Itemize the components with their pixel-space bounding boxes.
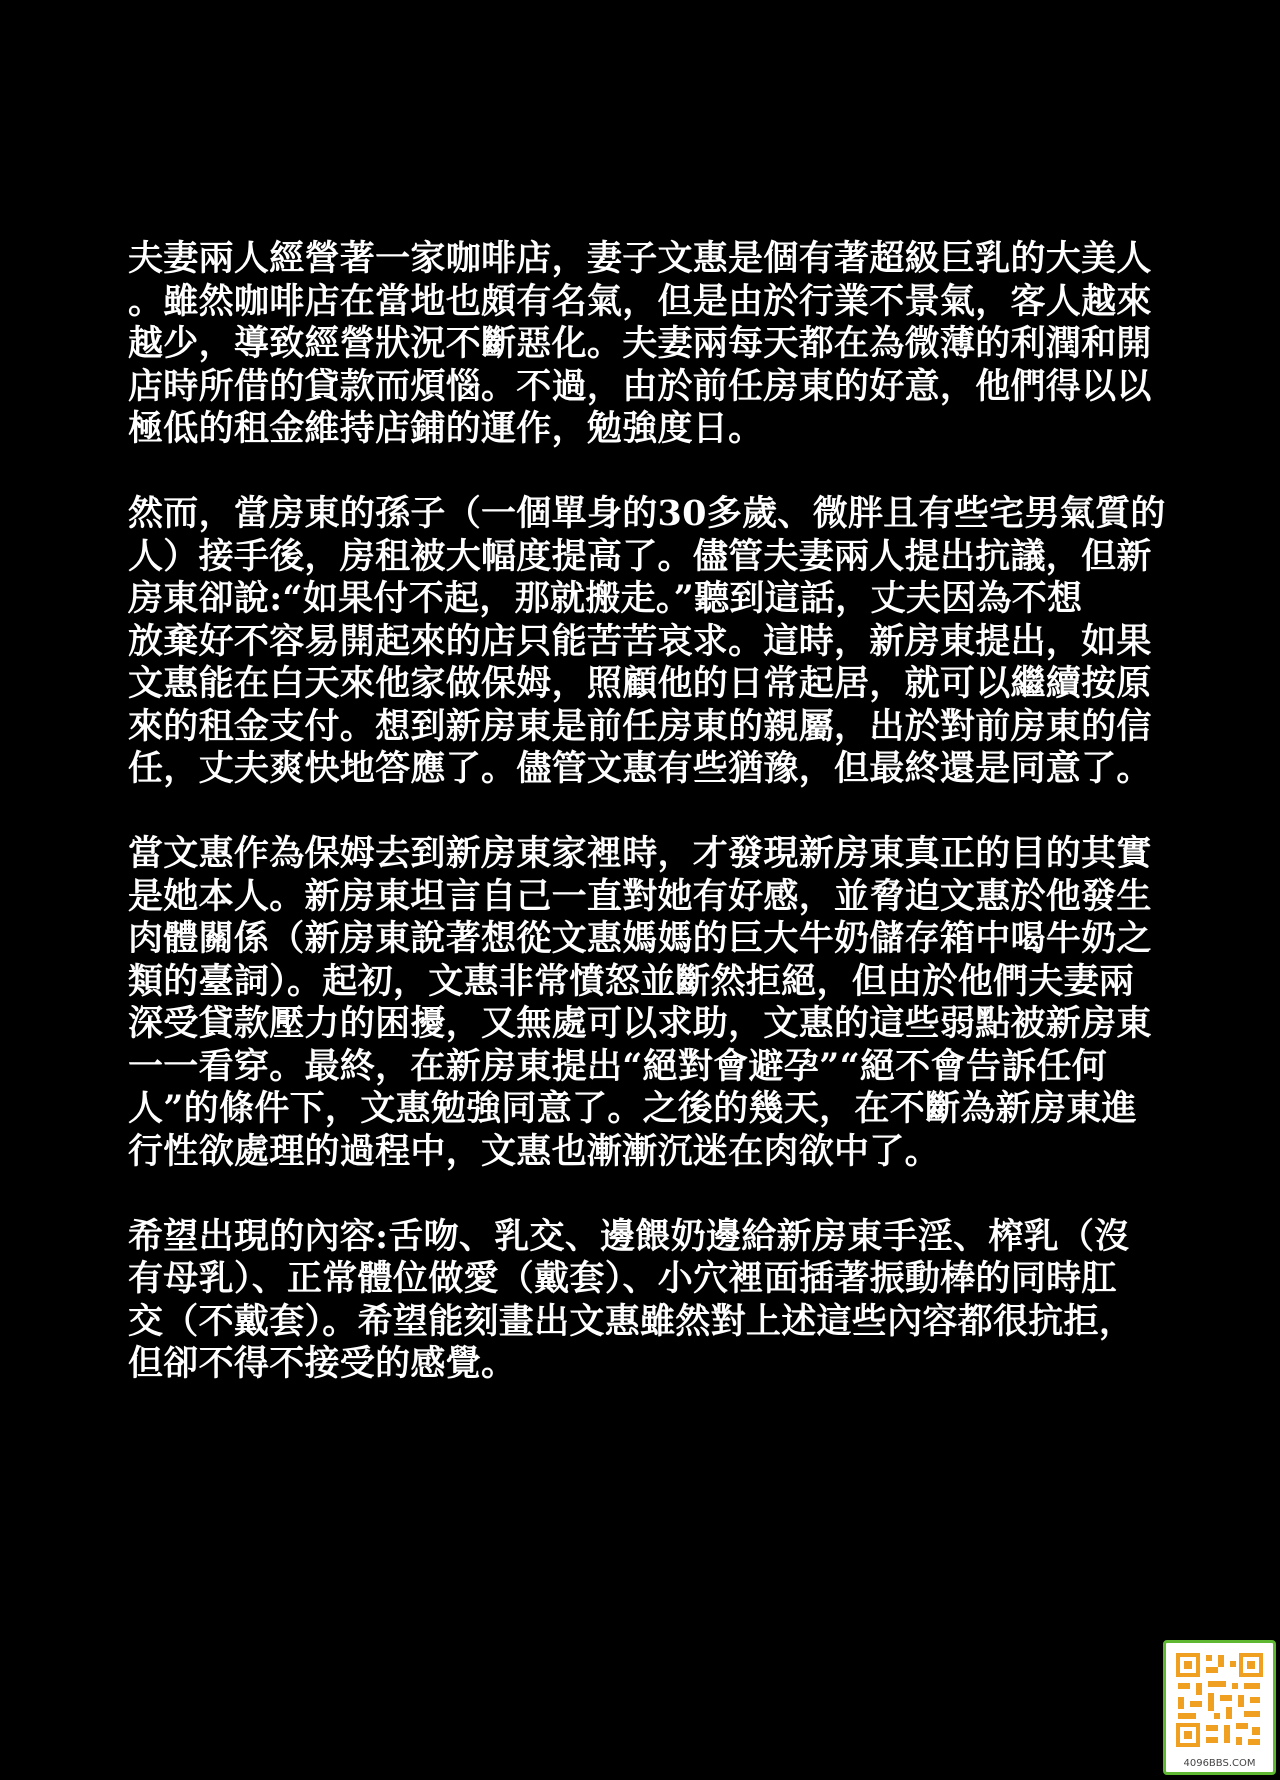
paragraph-4 <box>128 1216 1158 1386</box>
paragraph-1 <box>128 238 1158 451</box>
text-line: 人）接手後，房租被大幅度提高了。儘管夫妻兩人提出抗議，但新 <box>128 535 1152 577</box>
text-line: 肉體關係（新房東說著想從文惠媽媽的巨大牛奶儲存箱中喝牛奶之 <box>128 918 1152 959</box>
qr-caption: 4096BBS.COM <box>1183 1758 1256 1769</box>
text-line: 文惠能在白天來他家做保姆，照顧他的日常起居，就可以繼續按原 <box>128 663 1152 704</box>
text-line: 當文惠作為保姆去到新房東家裡時，才發現新房東真正的目的其實 <box>128 833 1152 874</box>
text-line: 放棄好不容易開起來的店只能苦苦哀求。這時，新房東提出，如果 <box>128 620 1152 662</box>
paragraph-2 <box>128 493 1166 791</box>
text-line: 交（不戴套）。希望能刻畫出文惠雖然對上述這些內容都很抗拒， <box>128 1300 1135 1342</box>
text-line: 一一看穿。最終，在新房東提出“絕對會避孕”“絕不會告訴任何 <box>128 1045 1108 1087</box>
text-line: 房東卻說:“如果付不起，那就搬走。”聽到這話，丈夫因為不想 <box>128 578 1083 619</box>
text-line: 是她本人。新房東坦言自己一直對她有好感，並脅迫文惠於他發生 <box>128 875 1152 917</box>
text-line: 深受貸款壓力的困擾，又無處可以求助，文惠的這些弱點被新房東 <box>128 1003 1152 1044</box>
text-line: 行性欲處理的過程中，文惠也漸漸沉迷在肉欲中了。 <box>128 1130 940 1172</box>
text-line: 。雖然咖啡店在當地也頗有名氣，但是由於行業不景氣，客人越來 <box>128 280 1152 322</box>
text-line: 越少，導致經營狀況不斷惡化。夫妻兩每天都在為微薄的利潤和開 <box>128 323 1152 364</box>
text-line: 然而，當房東的孫子（一個單身的30多歲、微胖且有些宅男氣質的 <box>128 493 1166 534</box>
text-line: 店時所借的貸款而煩惱。不過，由於前任房東的好意，他們得以以 <box>128 365 1152 407</box>
paragraph-3 <box>128 833 1158 1173</box>
text-line: 但卻不得不接受的感覺。 <box>128 1343 517 1384</box>
qr-badge[interactable] <box>1163 1640 1276 1775</box>
text-line: 類的臺詞）。起初，文惠非常憤怒並斷然拒絕，但由於他們夫妻兩 <box>128 960 1135 1002</box>
text-line: 任，丈夫爽快地答應了。儘管文惠有些猶豫，但最終還是同意了。 <box>128 748 1152 789</box>
text-line: 希望出現的內容:舌吻、乳交、邊餵奶邊給新房東手淫、榨乳（沒 <box>128 1215 1130 1257</box>
text-line: 極低的租金維持店鋪的運作，勉強度日。 <box>128 408 764 449</box>
text-line: 有母乳）、正常體位做愛（戴套）、小穴裡面插著振動棒的同時肛 <box>128 1258 1117 1299</box>
text-line: 人”的條件下，文惠勉強同意了。之後的幾天，在不斷為新房東進 <box>128 1088 1137 1129</box>
text-line: 來的租金支付。想到新房東是前任房東的親屬，出於對前房東的信 <box>128 705 1152 747</box>
story-text <box>128 238 1166 1428</box>
qr-code-icon <box>1174 1651 1265 1749</box>
text-line: 夫妻兩人經營著一家咖啡店，妻子文惠是個有著超級巨乳的大美人 <box>128 238 1152 279</box>
